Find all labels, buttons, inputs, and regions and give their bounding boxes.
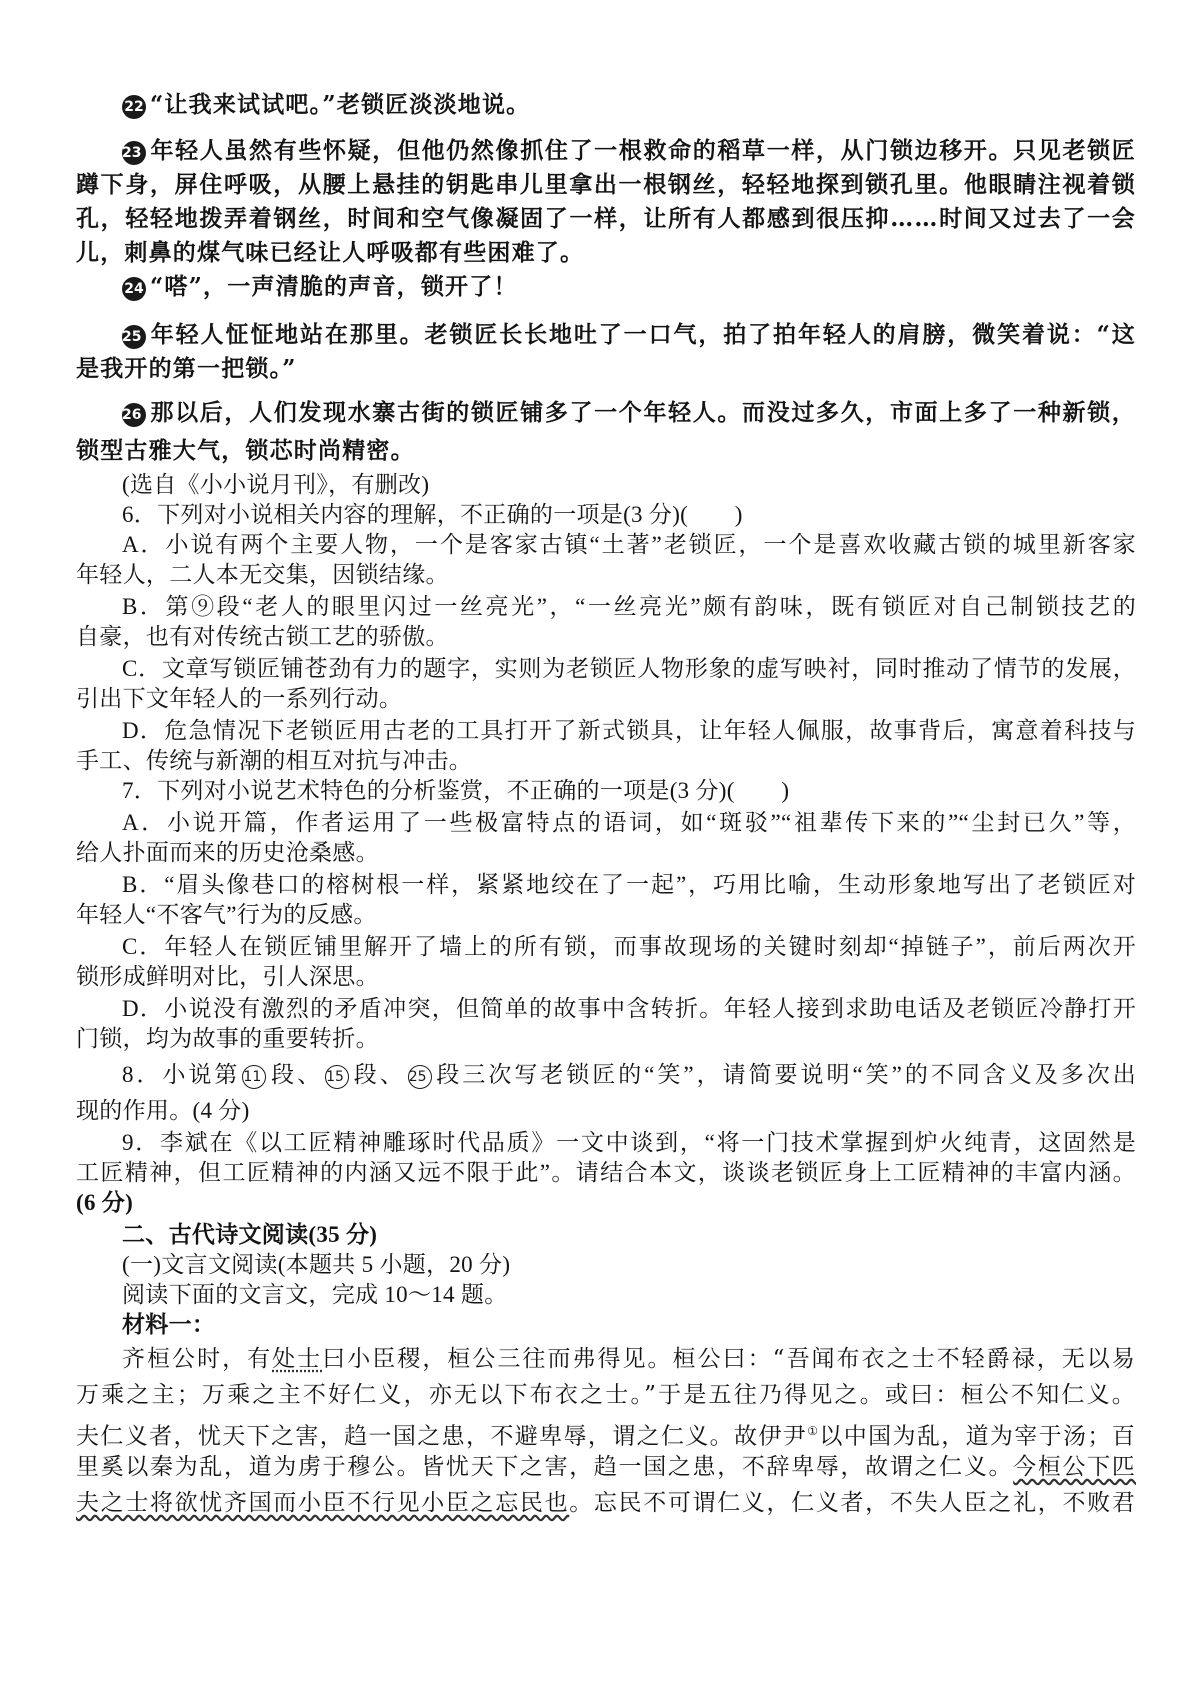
section-2-instruction: 阅读下面的文言文，完成 10～14 题。 <box>122 1282 508 1307</box>
paragraph-number-badge: 22 <box>122 95 146 119</box>
paragraph-23-line-1: 23 年轻人虽然有些怀疑，但他仍然像抓住了一根救命的稻草一样，从门锁边移开。只见老锁匠 <box>122 137 1136 164</box>
question-7-option-b: B．“眉头像巷口的榕树根一样，紧紧地绞在了一起”，巧用比喻，生动形象地写出了老锁匠对 <box>122 872 1136 897</box>
question-7-option-d-cont: 门锁，均为故事的重要转折。 <box>76 1026 379 1051</box>
paragraph-22: 22 “让我来试试吧。”老锁匠淡淡地说。 <box>122 90 1136 120</box>
paragraph-number-badge: 26 <box>122 403 146 427</box>
question-6-option-b-cont: 自豪，也有对传统古锁工艺的骄傲。 <box>76 624 449 649</box>
footnote-marker: ① <box>807 1424 820 1438</box>
question-6-option-b: B．第⑨段“老人的眼里闪过一丝亮光”，“一丝亮光”颇有韵味，既有锁匠对自己制锁技艺的 <box>122 594 1136 619</box>
paragraph-26-line-2: 锁型古雅大气，锁芯时尚精密。 <box>76 437 415 464</box>
paragraph-25-line-2: 是我开的第一把锁。” <box>76 355 297 382</box>
question-8-stem: 8．小说第 11 段、 15 段、 25 段三次写老锁匠的“笑”，请简要说明“笑”的不同含义及多次出 <box>122 1062 1136 1087</box>
paragraph-23-line-4: 儿，刺鼻的煤气味已经让人呼吸都有些困难了。 <box>76 239 585 266</box>
section-2-title: 二、古代诗文阅读(35 分) <box>122 1222 378 1247</box>
paragraph-ref-badge: 15 <box>325 1065 349 1089</box>
paragraph-number-badge: 23 <box>122 141 146 165</box>
paragraph-23-line-3: 孔，轻轻地拨弄着钢丝，时间和空气像凝固了一样，让所有人都感到很压抑……时间又过去了一会 <box>76 205 1136 232</box>
question-7-option-c: C．年轻人在锁匠铺里解开了墙上的所有锁，而事故现场的关键时刻却“掉链子”，前后两次开 <box>122 934 1136 959</box>
paragraph-26-line-1: 26 那以后，人们发现水寨古街的锁匠铺多了一个年轻人。而没过多久，市面上多了一种新锁， <box>122 399 1136 426</box>
question-9-line-3: (6 分) <box>76 1190 134 1215</box>
question-7-option-c-cont: 锁形成鲜明对比，引人深思。 <box>76 964 379 989</box>
paragraph-number-badge: 25 <box>122 325 146 349</box>
question-6-option-d: D．危急情况下老锁匠用古老的工具打开了新式锁具，让年轻人佩服，故事背后，寓意着科技与 <box>122 718 1136 743</box>
question-7-stem: 7．下列对小说艺术特色的分析鉴赏，不正确的一项是(3 分)( ) <box>122 778 790 803</box>
question-9-line-2: 工匠精神，但工匠精神的内涵又远不限于此”。请结合本文，谈谈老锁匠身上工匠精神的丰富内涵。 <box>76 1160 1136 1185</box>
question-7-option-d: D．小说没有激烈的矛盾冲突，但简单的故事中含转折。年轻人接到求助电话及老锁匠冷静打开 <box>122 996 1136 1021</box>
question-8-cont: 现的作用。(4 分) <box>76 1098 250 1123</box>
question-7-option-b-cont: 年轻人“不客气”行为的反感。 <box>76 902 377 927</box>
wavy-underlined-text: 今桓公下匹 <box>1013 1454 1137 1480</box>
classical-line-1: 齐桓公时，有处士曰小臣稷，桓公三往而弗得见。桓公曰：“吾闻布衣之士不轻爵禄，无以易 <box>122 1346 1137 1372</box>
dotted-emphasis: 处士 <box>272 1346 323 1372</box>
paragraph-ref-badge: 25 <box>408 1065 432 1089</box>
question-6-option-d-cont: 手工、传统与新潮的相互对抗与冲击。 <box>76 748 473 773</box>
question-6-option-c: C．文章写锁匠铺苍劲有力的题字，实则为老锁匠人物形象的虚写映衬，同时推动了情节的发展， <box>122 656 1136 681</box>
classical-line-2: 万乘之主；万乘之主不好仁义，亦无以下布衣之士。”于是五往乃得见之。或曰：桓公不知仁义。 <box>76 1382 1136 1408</box>
question-6-option-a-cont: 年轻人，二人本无交集，因锁结缘。 <box>76 562 449 587</box>
question-7-option-a: A．小说开篇，作者运用了一些极富特点的语词，如“斑驳”“祖辈传下来的”“尘封已久”等， <box>122 810 1136 835</box>
question-7-option-a-cont: 给人扑面而来的历史沧桑感。 <box>76 840 379 865</box>
question-9-line-1: 9．李斌在《以工匠精神雕琢时代品质》一文中谈到，“将一门技术掌握到炉火纯青，这固然是 <box>122 1130 1136 1155</box>
classical-line-3: 夫仁义者，忧天下之害，趋一国之患，不避卑辱，谓之仁义。故伊尹①以中国为乱，道为宰于汤；百 <box>76 1423 1136 1450</box>
paragraph-number-badge: 24 <box>122 277 146 301</box>
wavy-underlined-text: 夫之士将欲忧齐国而小臣不行见小臣之忘民也 <box>76 1490 570 1516</box>
paragraph-24: 24 “嗒”，一声清脆的声音，锁开了！ <box>122 272 1136 302</box>
paragraph-ref-badge: 11 <box>242 1065 266 1089</box>
question-6-option-c-cont: 引出下文年轻人的一系列行动。 <box>76 686 403 711</box>
paragraph-25-line-1: 25 年轻人怔怔地站在那里。老锁匠长长地吐了一口气，拍了拍年轻人的肩膀，微笑着说：“这 <box>122 321 1136 348</box>
question-6-stem: 6．下列对小说相关内容的理解，不正确的一项是(3 分)( ) <box>122 502 743 527</box>
classical-line-4: 里奚以秦为乱，道为虏于穆公。皆忧天下之害，趋一国之患，不辞卑辱，故谓之仁义。今桓公下匹 <box>76 1454 1137 1480</box>
material-1-title: 材料一： <box>122 1312 216 1337</box>
source-citation: (选自《小小说月刊》，有删改) <box>122 472 430 497</box>
paragraph-23-line-2: 蹲下身，屏住呼吸，从腰上悬挂的钥匙串儿里拿出一根钢丝，轻轻地探到锁孔里。他眼睛注视着锁 <box>76 171 1136 198</box>
question-6-option-a: A．小说有两个主要人物，一个是客家古镇“土著”老锁匠，一个是喜欢收藏古锁的城里新客家 <box>122 532 1136 557</box>
section-2-subtitle: (一)文言文阅读(本题共 5 小题，20 分) <box>122 1252 511 1277</box>
classical-line-5: 夫之士将欲忧齐国而小臣不行见小臣之忘民也。忘民不可谓仁义，仁义者，不失人臣之礼，不败君 <box>76 1490 1136 1516</box>
